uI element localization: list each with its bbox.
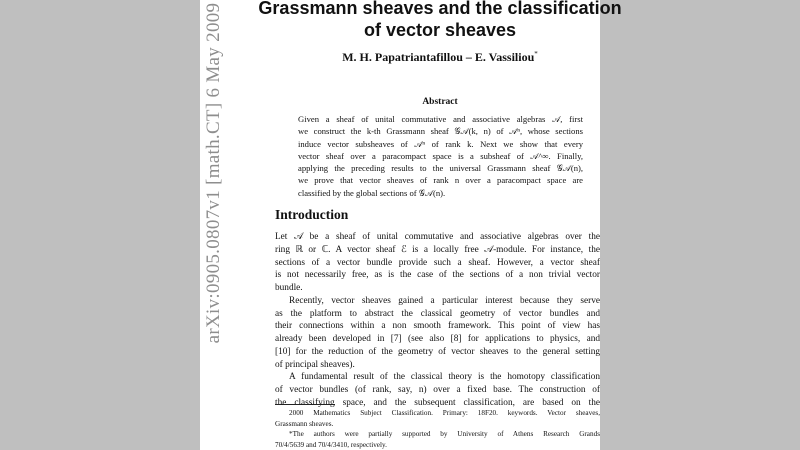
- arxiv-side-stamp: [200, 0, 228, 345]
- arxiv-identifier: arXiv:0905.0807v1 [math.CT] 6 May 2009: [203, 2, 224, 344]
- abstract-line: we prove that vector sheaves of rank n over a paracompact space are: [298, 175, 583, 186]
- authors: [255, 50, 625, 65]
- abstract-text: [298, 113, 583, 199]
- body-line: of vector bundles (of rank, say, n) over a fixed base. The construction of: [275, 385, 600, 395]
- body-line: as the platform to abstract the classical geometry of vector bundles and: [275, 308, 600, 319]
- footnote-line: 2000 Mathematics Subject Classification. Primary: 18F20. keywords. Vector sheaves,: [289, 409, 600, 417]
- author-names: M. H. Papatriantafillou – E. Vassiliou: [342, 50, 535, 64]
- body-line: their connections within a non smooth framework. This point of view has: [275, 321, 600, 332]
- footnote-line: *The authors were partially supported by University of Athens Research Grands: [289, 430, 600, 439]
- abstract-line: induce vector subsheaves of 𝒜ⁿ of rank k. Next we show that every: [298, 138, 583, 149]
- body-line: sections of a vector bundle provide such a sheaf. However, a vector sheaf: [275, 257, 600, 268]
- body-line: ring ℝ or ℂ. A vector sheaf ℰ is a locally free 𝒜-module. For instance, the: [275, 244, 600, 255]
- body-line: is not necessarily free, as is the case of the sections of a non trivial vector: [275, 270, 600, 281]
- footnotes: [275, 408, 600, 450]
- abstract-line: classified by the global sections of 𝒢𝒜(n).: [298, 187, 446, 198]
- abstract-line: applying the preceding results to the universal Grassmann sheaf 𝒢𝒜(n),: [298, 163, 583, 174]
- introduction-text: [275, 231, 600, 410]
- paper-title-line-2: of vector sheaves: [363, 20, 517, 40]
- footnote-line: 70/4/5639 and 70/4/3410, respectively.: [275, 440, 387, 449]
- body-line: Let 𝒜 be a sheaf of unital commutative and associative algebras over the: [275, 232, 600, 242]
- body-line: A fundamental result of the classical theory is the homotopy classification: [289, 372, 600, 383]
- body-line: of principal sheaves).: [275, 359, 355, 370]
- abstract-line: vector sheaf over a paracompact space is a subsheaf of 𝒜^∞. Finally,: [298, 150, 583, 161]
- author-footnote-mark: *: [534, 50, 538, 58]
- abstract-line: we construct the k-th Grassmann sheaf 𝒢𝒜(k, n) of 𝒜ⁿ, whose sections: [298, 126, 583, 137]
- body-line: the classifying space, and the subsequent classification, are based on the: [275, 397, 600, 408]
- section-heading-introduction: Introduction: [275, 207, 349, 222]
- footnote-line: Grassmann sheaves.: [275, 419, 334, 428]
- body-line: bundle.: [275, 283, 303, 293]
- body-line: [10] for the reduction of the geometry of vector sheaves to the general setting: [275, 346, 600, 357]
- body-line: Recently, vector sheaves gained a particular interest because they serve: [289, 295, 600, 306]
- footnote-divider: [275, 404, 335, 405]
- abstract-line: Given a sheaf of unital commutative and associative algebras 𝒜, first: [298, 114, 583, 124]
- paper-title-line-1: Grassmann sheaves and the classification: [258, 0, 622, 18]
- abstract-heading: Abstract: [422, 97, 458, 107]
- body-line: already been developed in [7] (see also [8] for applications to physics, and: [275, 334, 600, 344]
